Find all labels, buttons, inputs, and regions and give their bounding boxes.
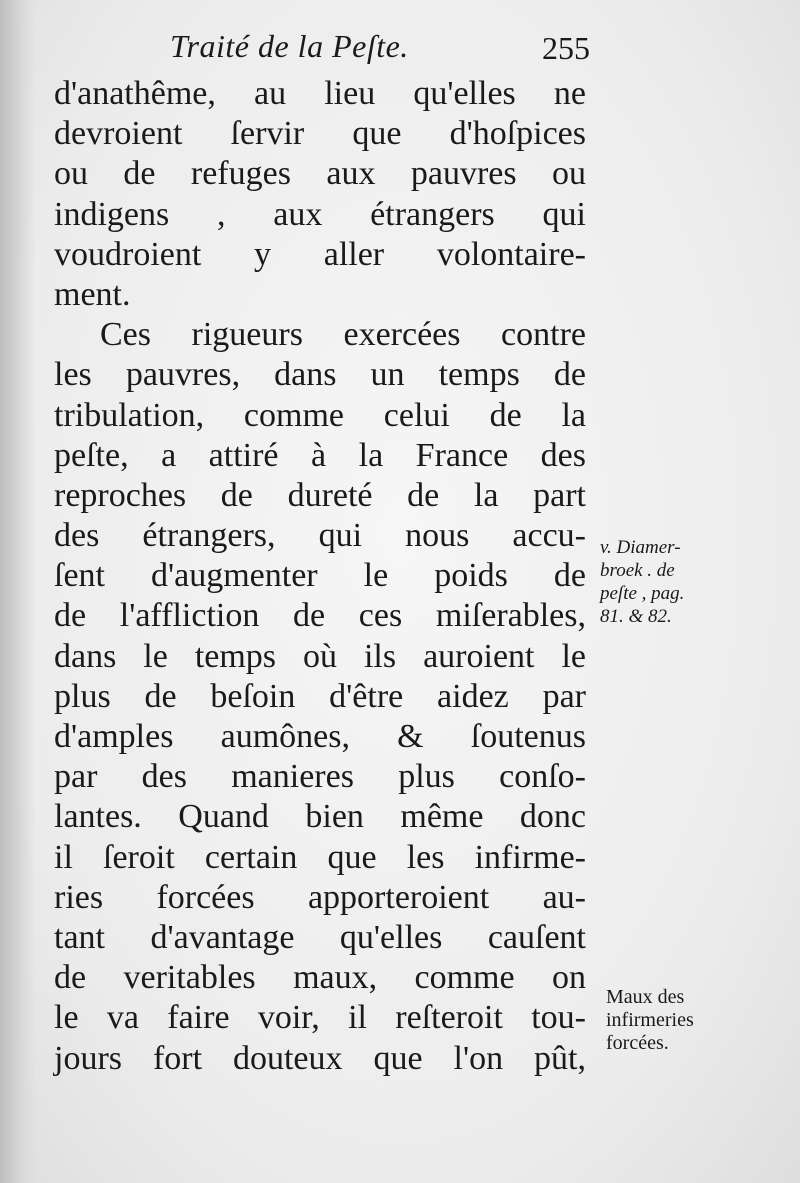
margin-note-topic — [606, 986, 791, 1055]
running-title: Traité de la Peſte. — [170, 28, 409, 64]
text-line: plus de beſoin d'être aidez par — [54, 677, 586, 715]
margin-note-line: forcées. — [606, 1032, 669, 1054]
margin-note-line: peſte , pag. — [600, 583, 685, 604]
margin-note-reference — [600, 536, 785, 628]
margin-note-line: v. Diamer- — [600, 537, 681, 558]
text-line: de l'affliction de ces miſerables, — [54, 597, 586, 635]
margin-note-line: Maux des — [606, 986, 685, 1008]
text-line: tant d'avantage qu'elles cauſent — [54, 918, 586, 956]
text-line: de veritables maux, comme on — [54, 959, 586, 997]
text-line: le va faire voir, il reſteroit tou- — [54, 999, 586, 1037]
text-line: les pauvres, dans un temps de — [54, 356, 586, 394]
text-line: lantes. Quand bien même donc — [54, 798, 586, 836]
text-line: d'anathême, au lieu qu'elles ne — [54, 75, 586, 112]
text-line: reproches de dureté de la part — [54, 476, 586, 514]
paragraph-start-line: Ces rigueurs exercées contre — [100, 316, 586, 354]
text-line: voudroient y aller volontaire- — [54, 235, 586, 273]
text-line: devroient ſervir que d'hoſpices — [54, 115, 586, 153]
text-line: tribulation, comme celui de la — [54, 396, 586, 434]
text-line: ries forcées apporteroient au- — [54, 878, 586, 916]
text-line: dans le temps où ils auroient le — [54, 637, 586, 675]
text-line: il ſeroit certain que les infirme- — [54, 838, 586, 876]
text-line: indigens , aux étrangers qui — [54, 195, 586, 233]
page-gutter-shadow — [0, 0, 36, 1183]
margin-note-line: 81. & 82. — [600, 606, 672, 627]
text-line: ou de refuges aux pauvres ou — [54, 155, 586, 193]
text-line: peſte, a attiré à la France des — [54, 436, 586, 474]
main-text-block — [54, 74, 586, 1079]
text-line: ſent d'augmenter le poids de — [54, 557, 586, 595]
text-line: jours fort douteux que l'on pût, — [54, 1039, 586, 1077]
page-header — [60, 24, 590, 74]
margin-note-line: infirmeries — [606, 1009, 694, 1031]
margin-note-line: broek . de — [600, 560, 675, 581]
text-line: d'amples aumônes, & ſoutenus — [54, 718, 586, 755]
text-line: ment. — [54, 275, 131, 313]
text-line: par des manieres plus conſo- — [54, 758, 586, 796]
text-line: des étrangers, qui nous accu- — [54, 517, 586, 555]
page-number: 255 — [542, 30, 590, 66]
